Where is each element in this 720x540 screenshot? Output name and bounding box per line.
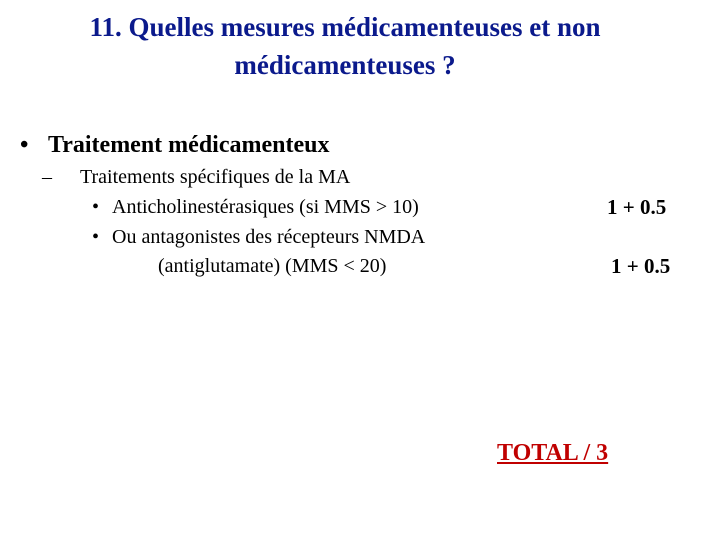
bullet-level-1 — [20, 132, 329, 159]
bullet-icon: • — [92, 226, 100, 248]
list-item-text: Ou antagonistes des récepteurs NMDA — [112, 226, 426, 248]
slide-title-line-2: médicamenteuses ? — [234, 50, 456, 80]
slide-title — [0, 8, 690, 84]
list-item — [92, 196, 419, 219]
section-heading: Traitement médicamenteux — [48, 132, 330, 158]
list-item — [92, 226, 425, 249]
list-item-continuation: (antiglutamate) (MMS < 20) — [158, 255, 387, 277]
item-score: 1 + 0.5 — [611, 254, 671, 278]
slide-title-line-1: 11. Quelles mesures médicamenteuses et non — [89, 12, 601, 42]
list-item-text: Anticholinestérasiques (si MMS > 10) — [112, 196, 419, 218]
dash-icon: – — [42, 166, 52, 188]
total-score: TOTAL / 3 — [497, 440, 609, 466]
item-score: 1 + 0.5 — [607, 195, 667, 219]
bullet-level-2 — [42, 166, 350, 189]
subsection-heading: Traitements spécifiques de la MA — [80, 166, 351, 188]
bullet-icon: • — [92, 196, 100, 218]
bullet-icon: • — [20, 132, 29, 158]
